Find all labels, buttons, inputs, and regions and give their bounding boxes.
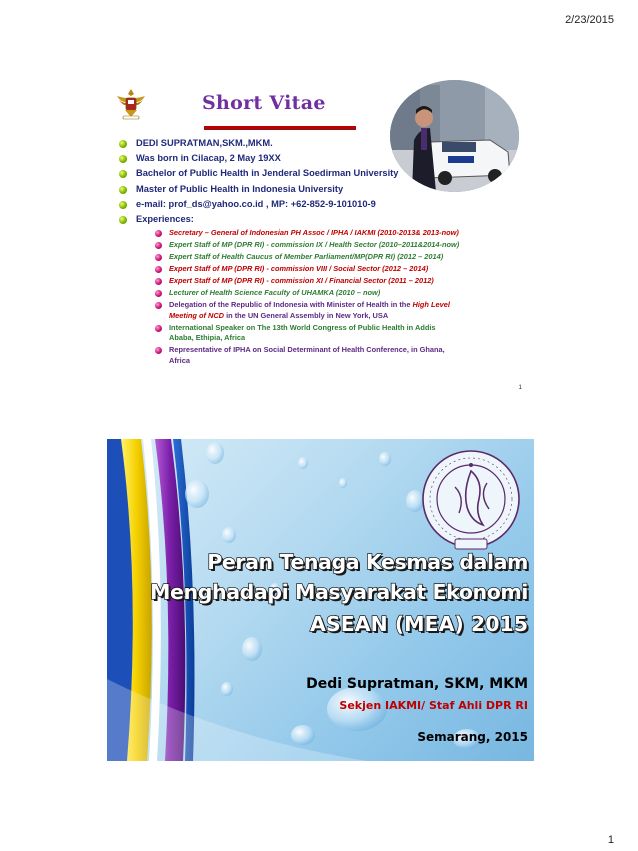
vitae-bachelor: Bachelor of Public Health in Jenderal Soedirman University	[119, 166, 529, 181]
title-line-1: Peran Tenaga Kesmas dalam	[207, 550, 528, 574]
vitae-master: Master of Public Health in Indonesia University	[119, 182, 529, 197]
experience-item: Secretary – General of Indonesian PH Assoc / IPHA / IAKMI (2010-2013& 2013-now)	[136, 228, 529, 239]
delegation-text-1: Delegation of the Republic of Indonesia with Minister of Health in the	[169, 300, 413, 310]
experience-item: Expert Staff of MP (DPR RI) - commission VIII / Social Sector (2012 – 2014)	[136, 264, 529, 275]
experience-item: Lecturer of Health Science Faculty of UHAMKA (2010 – now)	[136, 288, 529, 299]
page-number: 1	[607, 834, 614, 846]
experience-item-representative	[136, 345, 529, 366]
experience-item: Expert Staff of MP (DPR RI) - commission IX / Health Sector (2010–2011&2014-now)	[136, 240, 529, 251]
slide-number: 1	[518, 384, 522, 391]
representative-line-1: Representative of IPHA on Social Determinant of Health Conference, in Ghana,	[169, 345, 445, 355]
experience-item: Expert Staff of Health Caucus of Member Parliament/MP(DPR RI) (2012 – 2014)	[136, 252, 529, 263]
title-line-3: ASEAN (MEA) 2015	[310, 612, 528, 636]
experience-list	[136, 228, 529, 366]
presenter-role: Sekjen IAKMI/ Staf Ahli DPR RI	[339, 699, 528, 712]
garuda-emblem-icon	[115, 87, 147, 121]
experience-item-speaker	[136, 323, 529, 344]
delegation-text-2: in the UN General Assembly in New York, USA	[224, 310, 389, 320]
title-underline	[204, 126, 356, 130]
experiences-label: Experiences:	[136, 214, 194, 225]
place-date: Semarang, 2015	[417, 730, 528, 744]
delegation-emphasis-1: High Level	[412, 300, 450, 310]
representative-line-2: Africa	[169, 355, 190, 365]
delegation-emphasis-2: Meeting of NCD	[169, 310, 225, 320]
vitae-title: Short Vitae	[202, 92, 326, 114]
vitae-birth: Was born in Cilacap, 2 May 19XX	[119, 151, 529, 166]
slide-short-vitae	[107, 78, 534, 401]
main-title	[150, 547, 528, 639]
page-date: 2/23/2015	[565, 14, 614, 26]
speaker-line-2: Ababa, Ethipia, Africa	[169, 333, 246, 343]
vitae-name: DEDI SUPRATMAN,SKM.,MKM.	[119, 136, 529, 151]
speaker-line-1: International Speaker on The 13th World Congress of Public Health in Addis	[169, 322, 436, 332]
vitae-list	[119, 136, 529, 368]
vitae-contact: e-mail: prof_ds@yahoo.co.id , MP: +62-852-9-101010-9	[119, 197, 529, 212]
experience-item: Expert Staff of MP (DPR RI) - commission XI / Financial Sector (2011 – 2012)	[136, 276, 529, 287]
title-line-2: Menghadapi Masyarakat Ekonomi	[150, 580, 528, 604]
presenter-name: Dedi Supratman, SKM, MKM	[306, 676, 528, 692]
experience-item-delegation	[136, 300, 529, 321]
vitae-experiences-heading	[119, 212, 529, 366]
iakmi-seal-logo	[419, 447, 523, 555]
slide-title	[107, 439, 534, 761]
